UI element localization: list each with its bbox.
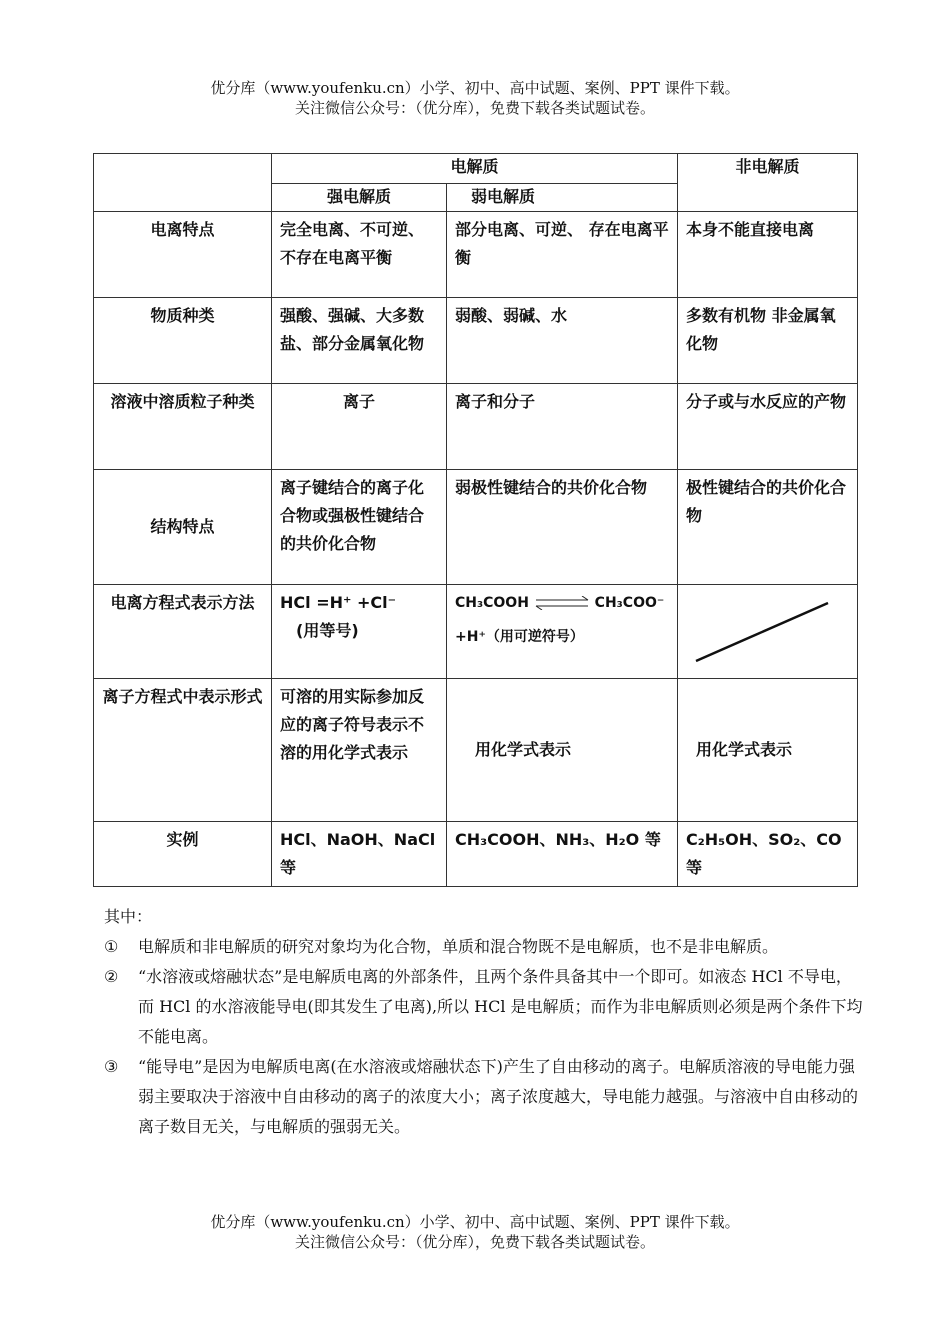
note-1	[104, 932, 864, 962]
note-1-text: 电解质和非电解质的研究对象均为化合物，单质和混合物既不是电解质，也不是非电解质。	[138, 937, 779, 956]
cell-weak: 弱酸、弱碱、水	[447, 298, 678, 384]
cell-strong: 强酸、强碱、大多数盐、部分金属氧化物	[272, 298, 447, 384]
row-label: 溶液中溶质粒子种类	[94, 384, 272, 470]
row-label: 物质种类	[94, 298, 272, 384]
head-non-electrolyte: 非电解质	[678, 154, 858, 212]
electrolyte-table	[93, 153, 858, 887]
cell-non: 本身不能直接电离	[678, 212, 858, 298]
cell-non: 多数有机物 非金属氧化物	[678, 298, 858, 384]
cell-weak: 离子和分子	[447, 384, 678, 470]
note-2-text: “水溶液或熔融状态”是电解质电离的外部条件，且两个条件具备其中一个即可。如液态 HCl 不导电，而 HCl 的水溶液能导电(即其发生了电离),所以 HCl 是电解质；而作为非电解质则必须是两个条件下均不能电离。	[138, 967, 863, 1046]
cell-weak: 弱极性键结合的共价化合物	[447, 470, 678, 585]
head-electrolyte: 电解质	[272, 154, 678, 184]
note-2	[104, 962, 864, 1052]
head-weak: 弱电解质	[447, 184, 678, 212]
notes-intro: 其中：	[104, 907, 153, 926]
page-header	[0, 78, 950, 118]
notes-section	[104, 902, 864, 1142]
head-strong: 强电解质	[272, 184, 447, 212]
header-line-1: 优分库（www.youfenku.cn）小学、初中、高中试题、案例、PPT 课件下载。	[210, 79, 740, 97]
page-footer	[0, 1212, 950, 1252]
weak-eq-left: CH₃COOH	[455, 595, 529, 611]
cell-weak: CH₃COOH、NH₃、H₂O 等	[447, 822, 678, 887]
cell-weak	[447, 585, 678, 679]
cell-strong: HCl、NaOH、NaCl 等	[272, 822, 447, 887]
strong-equation: HCl =H⁺ +Cl⁻	[280, 593, 397, 612]
cell-weak: 用化学式表示	[447, 679, 678, 822]
table-row	[94, 585, 858, 679]
footer-line-1: 优分库（www.youfenku.cn）小学、初中、高中试题、案例、PPT 课件下载。	[210, 1213, 740, 1231]
note-3-mark: ③	[104, 1057, 119, 1076]
cell-non: 分子或与水反应的产物	[678, 384, 858, 470]
cell-strong: 可溶的用实际参加反应的离子符号表示不溶的用化学式表示	[272, 679, 447, 822]
row-label: 结构特点	[94, 470, 272, 585]
note-1-mark: ①	[104, 937, 119, 956]
diagonal-slash	[678, 585, 856, 669]
table-row	[94, 470, 858, 585]
cell-non: C₂H₅OH、SO₂、CO 等	[678, 822, 858, 887]
table-row	[94, 212, 858, 298]
header-line-2: 关注微信公众号：（优分库），免费下载各类试题试卷。	[294, 99, 655, 117]
table-row	[94, 679, 858, 822]
row-label: 离子方程式中表示形式	[94, 679, 272, 822]
footer-line-2: 关注微信公众号：（优分库），免费下载各类试题试卷。	[294, 1233, 655, 1251]
cell-strong: 离子键结合的离子化合物或强极性键结合的共价化合物	[272, 470, 447, 585]
table-corner-cell	[94, 154, 272, 212]
weak-eq-h: +H⁺（用可逆符号）	[455, 629, 584, 645]
note-2-mark: ②	[104, 967, 119, 986]
cell-non: 极性键结合的共价化合物	[678, 470, 858, 585]
cell-strong: 完全电离、不可逆、不存在电离平衡	[272, 212, 447, 298]
cell-weak: 部分电离、可逆、 存在电离平衡	[447, 212, 678, 298]
row-label: 电离方程式表示方法	[94, 585, 272, 679]
table-row	[94, 384, 858, 470]
table-row	[94, 822, 858, 887]
reversible-arrow-icon	[534, 596, 590, 610]
cell-non-empty	[678, 585, 858, 679]
note-3	[104, 1052, 864, 1142]
weak-eq-right: CH₃COO⁻	[594, 595, 665, 611]
strong-equation-note: (用等号)	[296, 621, 359, 640]
cell-non: 用化学式表示	[678, 679, 858, 822]
cell-strong	[272, 585, 447, 679]
note-3-text: “能导电”是因为电解质电离(在水溶液或熔融状态下)产生了自由移动的离子。电解质溶液的导电能力强弱主要取决于溶液中自由移动的离子的浓度大小；离子浓度越大，导电能力越强。与溶液中自由移动的离子数目无关，与电解质的强弱无关。	[138, 1057, 859, 1136]
cell-strong: 离子	[272, 384, 447, 470]
row-label: 电离特点	[94, 212, 272, 298]
row-label: 实例	[94, 822, 272, 887]
table-row	[94, 298, 858, 384]
